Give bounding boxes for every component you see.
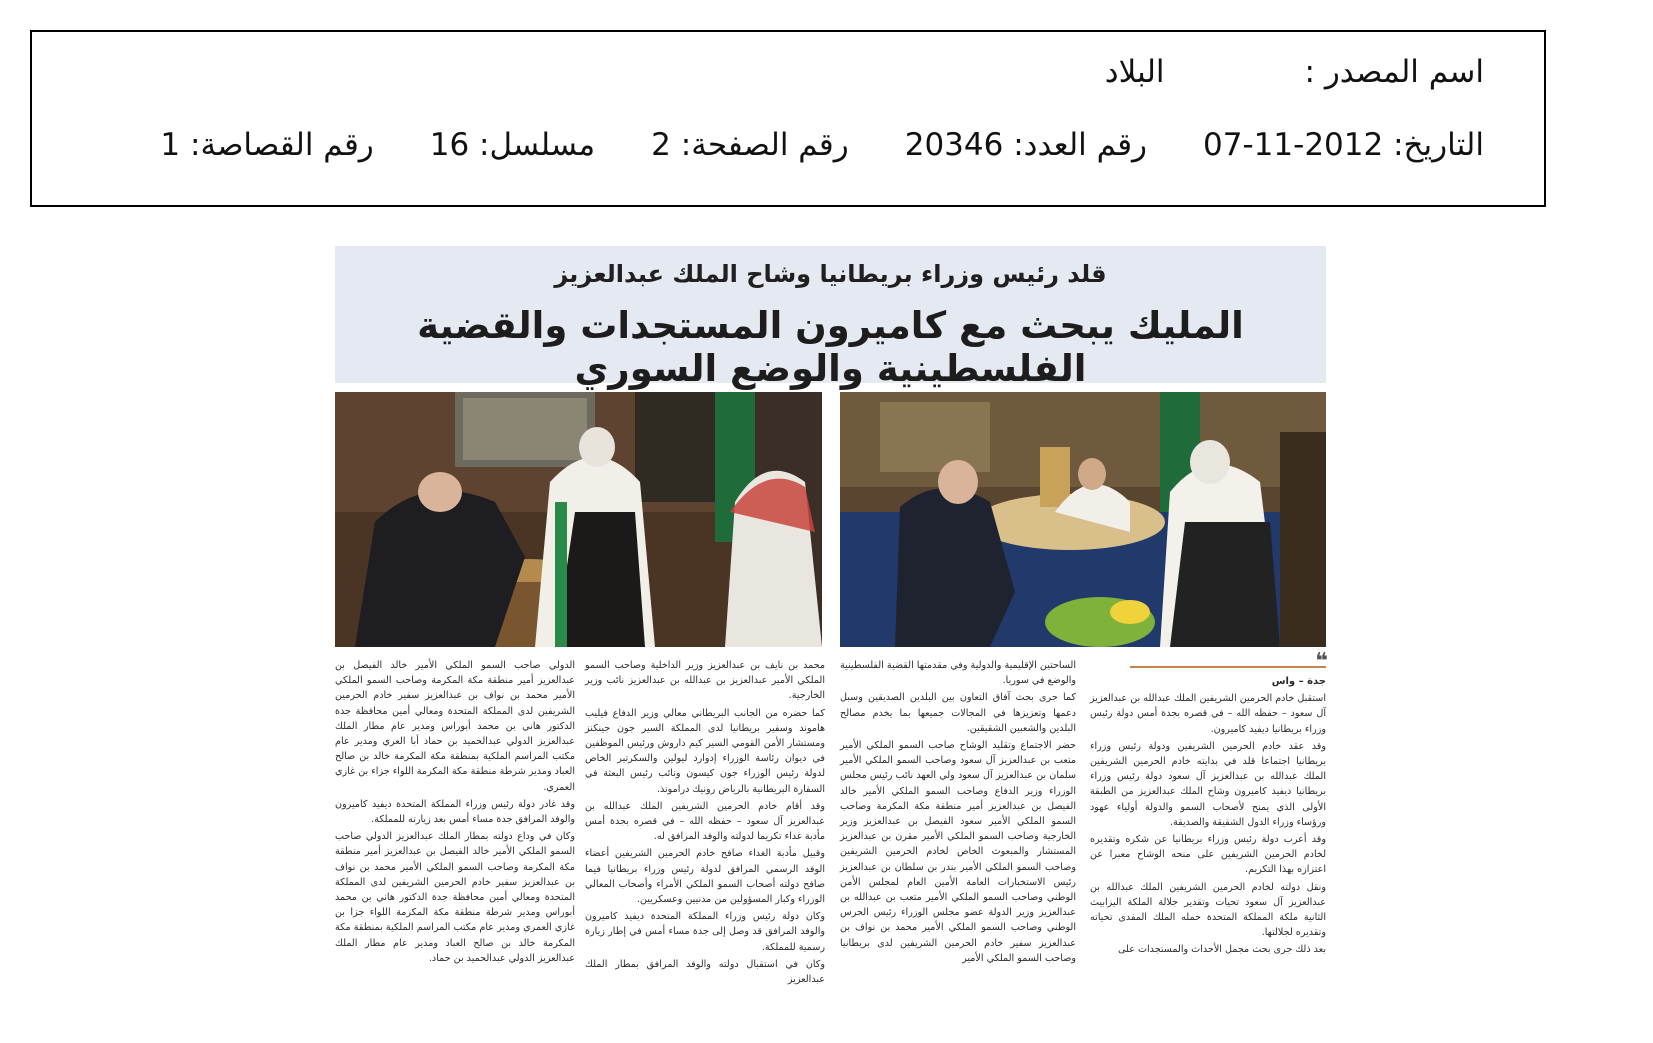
paragraph: وكان دولة رئيس وزراء المملكة المتحدة ديفيد كاميرون والوفد المرافق قد وصل إلى جدة مساء أمس في إطار زيارة رسمية للمملكة.	[585, 911, 825, 953]
date-value: 2012-11-07	[1203, 127, 1384, 163]
page-value: 2	[651, 127, 671, 163]
page-label: رقم الصفحة:	[680, 127, 849, 163]
quote-icon: ❝	[1315, 649, 1328, 674]
paragraph: وكان في استقبال دولته والوفد المرافق بمطار الملك عبدالعزيز	[585, 958, 825, 986]
paragraph: وكان في وداع دولته بمطار الملك عبدالعزيز الدولي صاحب السمو الملكي الأمير خالد الفيصل بن عبدالعزيز أمير منطقة مكة المكرمة وصاحب السمو الملكي الأمير محمد بن نواف بن عبدالعزيز سفير خادم الحرمين الشريفين لدى المملكة المتحدة ومعالي أمين محافظة جدة الدكتور هاني بن محمد أبوراس ومدير شرطة منطقة مكة المكرمة اللواء جزا بن غازي العمري ومدير عام مكتب المراسم الملكية بمنطقة مكة المكرمة خالد بن صالح العباد ومدير عام مطار الملك عبدالعزيز الدولي عبدالحميد بن حماد.	[335, 831, 575, 964]
kicker: قلد رئيس وزراء بريطانيا وشاح الملك عبدالعزيز	[554, 260, 1107, 288]
headline: المليك يبحث مع كاميرون المستجدات والقضية الفلسطينية والوضع السوري	[417, 304, 1244, 390]
meta-line	[160, 127, 1484, 163]
paragraph: كما حضره من الجانب البريطاني معالي وزير الدفاع فيليب هاموند وسفير بريطانيا لدى المملكة السير جون جينكنز ومستشار الأمن القومي السير كيم داروش ورئيس الموظفين في ديوان رئاسة الوزراء إدوارد ليولين والسكرتير الخاص لدولة رئيس الوزراء جون كيسون ونائب رئيس البعثة في السفارة البريطانية بالرياض رونيك درامونذ.	[585, 707, 825, 795]
date-field	[1203, 127, 1484, 163]
right-photo	[840, 392, 1326, 647]
clip-label: رقم القصاصة:	[190, 127, 374, 163]
issue-value: 20346	[904, 127, 1004, 163]
source-value: البلاد	[1104, 54, 1165, 90]
text-column-4	[335, 658, 575, 1028]
paragraph: الساحتين الإقليمية والدولية وفي مقدمتها القضية الفلسطينية والوضع في سوريا.	[840, 660, 1076, 687]
paragraph: ونقل دولته لخادم الحرمين الشريفين الملك عبدالله بن عبدالعزيز آل سعود تحيات وتقدير جلالة الملكة اليزابيث الثانية ملكة المملكة المتحدة حمله الملك المفدى تحياته وتقديره لجلالتها.	[1090, 881, 1326, 939]
source-line	[1105, 54, 1484, 90]
quote-rule	[1130, 649, 1328, 674]
serial-field	[430, 127, 595, 163]
paragraph: استقبل خادم الحرمين الشريفين الملك عبدالله بن عبدالعزيز آل سعود – حفظه الله – في قصره بجدة أمس دولة رئيس وزراء بريطانيا ديفيد كاميرون.	[1090, 693, 1326, 735]
paragraph: وقد غادر دولة رئيس وزراء المملكة المتحدة ديفيد كاميرون والوفد المرافق جدة مساء أمس بعد زيارته للمملكة.	[335, 798, 575, 826]
date-label: التاريخ:	[1393, 127, 1484, 163]
dateline: جدة – واس	[1271, 676, 1326, 687]
left-photo	[335, 392, 822, 647]
source-label: اسم المصدر :	[1304, 54, 1484, 90]
meeting-photo-image	[840, 392, 1326, 647]
source-info-box	[30, 30, 1546, 207]
paragraph: بعد ذلك جرى بحث مجمل الأحداث والمستجدات على	[1118, 944, 1326, 956]
paragraph: وقد أقام خادم الحرمين الشريفين الملك عبدالله بن عبدالعزيز آل سعود – حفظه الله – في قصره بجدة أمس مأدبة غداء تكريما لدولته والوفد المرافق له.	[585, 800, 825, 843]
paragraph: الدولي صاحب السمو الملكي الأمير خالد الفيصل بن عبدالعزيز أمير منطقة مكة المكرمة وصاحب السمو الملكي الأمير محمد بن نواف بن عبدالعزيز سفير خادم الحرمين الشريفين لدى المملكة المتحدة ومعالي أمين محافظة جدة الدكتور هاني بن محمد أبوراس ومدير عام مطار الملك عبدالعزيز الدولي عبدالحميد بن حماد أبا العري ومدير عام مكتب المراسم الملكية بمنطقة مكة المكرمة خالد بن صالح العباد ومدير شرطة منطقة مكة المكرمة اللواء جزاء بن غازي العمري.	[335, 660, 575, 793]
headline-banner	[335, 246, 1326, 390]
article-body	[335, 649, 1328, 1028]
text-column-1	[1090, 649, 1328, 1028]
serial-value: 16	[429, 127, 470, 163]
investiture-photo-image	[335, 392, 822, 647]
paragraph: وقبيل مأدبة الغداء صافح خادم الحرمين الشريفين أعضاء الوفد الرسمي المرافق لدولة رئيس وزراء بريطانيا فيما صافح دولته أصحاب السمو الملكي الأمراء وأصحاب المعالي الوزراء وكبار المسؤولين من مدنيين وعسكريين.	[585, 848, 825, 906]
clip-value: 1	[160, 127, 181, 163]
paragraph: كما جرى بحث آفاق التعاون بين البلدين الصديقين وسبل دعمها وتعزيزها في المجالات جميعها بما يخدم مصالح البلدين والشعبين الشقيقين.	[840, 692, 1076, 734]
newspaper-clipping	[335, 246, 1326, 1026]
page-field	[651, 127, 849, 163]
paragraph: وقد أعرب دولة رئيس وزراء بريطانيا عن شكره وتقديره لخادم الحرمين الشريفين على منحه الوشاح معبرا عن اعتزازه بهذا التكريم.	[1090, 834, 1326, 876]
paragraph: حضر الاجتماع وتقليد الوشاح صاحب السمو الملكي الأمير متعب بن عبدالعزيز آل سعود وصاحب السمو الملكي الأمير سلمان بن عبدالعزيز آل سعود ولي العهد نائب رئيس مجلس الوزراء وزير الدفاع وصاحب السمو الملكي الأمير خالد الفيصل بن عبدالعزيز أمير منطقة مكة المكرمة وصاحب السمو الملكي الأمير سعود الفيصل بن عبدالعزيز وزير الخارجية وصاحب السمو الملكي الأمير مقرن بن عبدالعزيز المستشار والمبعوث الخاص لخادم الحرمين الشريفين وصاحب السمو الملكي الأمير بندر بن سلطان بن عبدالعزيز رئيس الاستخبارات العامة الأمين العام لمجلس الأمن الوطني وصاحب السمو الملكي الأمير متعب بن عبدالله بن عبدالعزيز وزير الدولة عضو مجلس الوزراء رئيس الحرس الوطني وصاحب السمو الملكي الأمير محمد بن نواف بن عبدالعزيز سفير خادم الحرمين الشريفين لدى بريطانيا وصاحب السمو الملكي الأمير	[840, 740, 1076, 964]
paragraph: وقد عقد خادم الحرمين الشريفين ودولة رئيس وزراء بريطانيا اجتماعا قلد في بدايته خادم الحرمين الشريفين الملك عبدالله بن عبدالعزيز آل سعود دولة رئيس وزراء بريطانيا ديفيد كاميرون وشاح الملك عبدالعزيز من الطبقة الأولى الذي يمنح لأصحاب السمو والدولة أولياء عهود ورؤساء وزراء الدول الشقيقة والصديقة.	[1090, 740, 1326, 828]
text-column-3	[585, 658, 825, 1028]
paragraph: محمد بن نايف بن عبدالعزيز وزير الداخلية وصاحب السمو الملكي الأمير عبدالعزيز بن عبدالله بن عبدالعزيز نائب وزير الخارجية.	[585, 660, 825, 702]
issue-label: رقم العدد:	[1013, 127, 1148, 163]
issue-field	[905, 127, 1147, 163]
serial-label: مسلسل:	[479, 127, 596, 163]
clip-field	[160, 127, 373, 163]
text-column-2	[840, 658, 1076, 1028]
